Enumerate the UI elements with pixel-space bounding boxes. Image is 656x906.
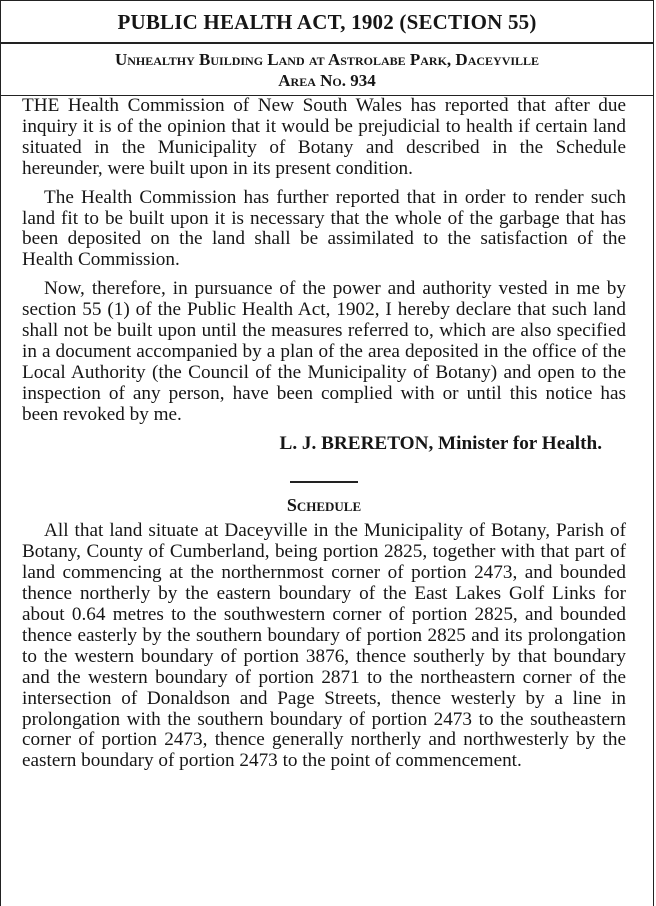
notice-subtitle-line1: Unhealthy Building Land at Astrolabe Park, Daceyville bbox=[114, 50, 540, 69]
paragraph-further-report: The Health Commission has further reported that in order to render such land fit to be built upon it is necessary that the whole of the garbage that has been deposited on the land shall be assimilated to the satisfaction of the Health Commission. bbox=[22, 186, 626, 271]
paragraph-report: THE Health Commission of New South Wales has reported that after due inquiry it is of the opinion that it would be prejudicial to health if certain land situated in the Municipality of Botany and described in the Schedule hereunder, were built upon in its present condition. bbox=[22, 95, 626, 179]
notice-subtitle-line2: Area No. 934 bbox=[278, 71, 376, 90]
section-divider bbox=[290, 481, 358, 483]
notice-subtitle bbox=[0, 44, 654, 96]
minister-signature: L. J. BRERETON, Minister for Health. bbox=[279, 432, 602, 454]
act-title: PUBLIC HEALTH ACT, 1902 (SECTION 55) bbox=[0, 0, 654, 44]
schedule-heading: Schedule bbox=[286, 494, 362, 515]
notice-body bbox=[22, 96, 626, 772]
paragraph-declaration: Now, therefore, in pursuance of the power and authority vested in me by section 55 (1) of the Public Health Act, 1902, I hereby declare that such land shall not be built upon until the measures referred to, which are also specified in a document accompanied by a plan of the area deposited in the office of the Local Authority (the Council of the Municipality of Botany) and open to the inspection of any person, have been complied with or until this notice has been revoked by me. bbox=[22, 278, 626, 425]
schedule-text: All that land situate at Daceyville in the Municipality of Botany, Parish of Botany, County of Cumberland, being portion 2825, together with that part of land commencing at the northernmost corner of portion 2473, and bounded thence northerly by the eastern boundary of the East Lakes Golf Links for about 0.64 metres to the southwestern corner of portion 2825, and bounded thence easterly by the southern boundary of portion 2825 and its prolongation to the western boundary of portion 3876, thence southerly by that boundary and the western boundary of portion 2871 to the northeastern corner of the intersection of Donaldson and Page Streets, thence westerly by a line in prolongation with the southern boundary of portion 2473 to the southeastern corner of portion 2473, thence generally northerly and northwesterly by the eastern boundary of portion 2473 to the point of commencement. bbox=[22, 520, 626, 772]
